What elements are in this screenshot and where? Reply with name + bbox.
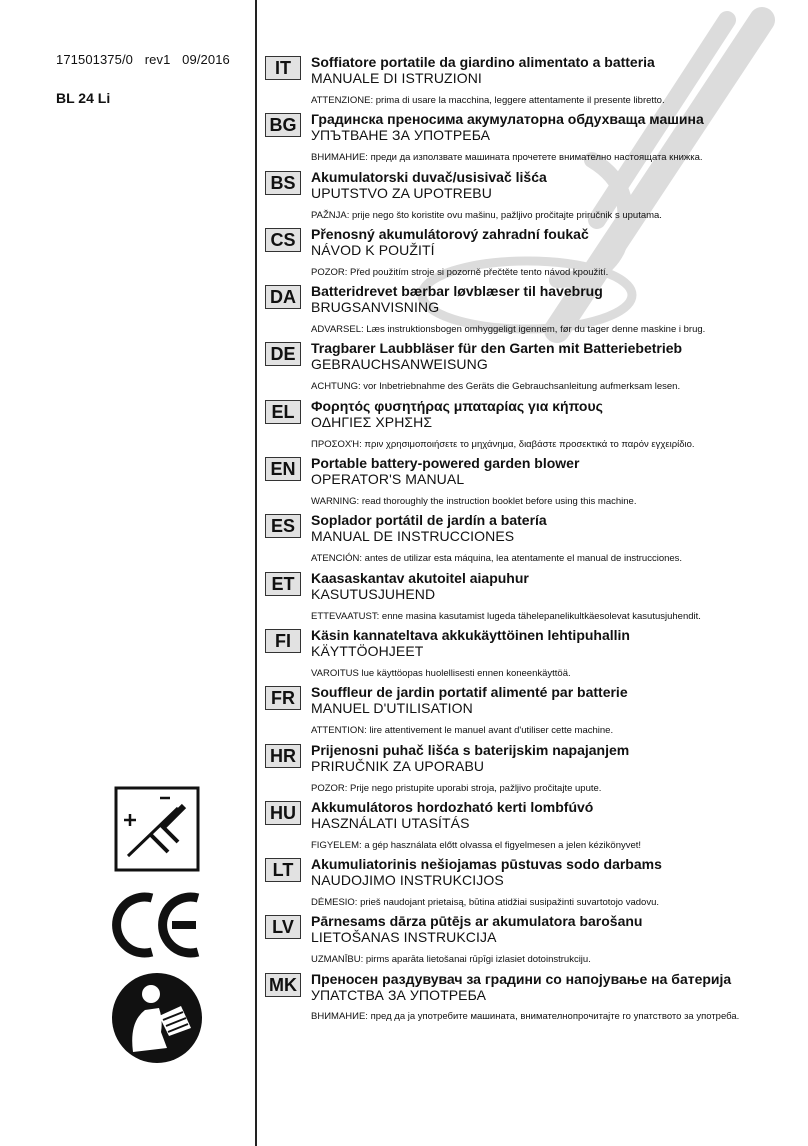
section-subtitle: MANUEL D'UTILISATION — [311, 700, 473, 717]
language-code: BG — [265, 113, 301, 137]
section-subtitle: HASZNÁLATI UTASÍTÁS — [311, 814, 470, 831]
section-subtitle: MANUAL DE INSTRUCCIONES — [311, 528, 515, 545]
section-title: Akumulatorski duvač/usisivač lišća — [311, 168, 547, 185]
language-code: EN — [265, 457, 301, 481]
section-cs — [265, 226, 805, 283]
language-code: DE — [265, 342, 301, 366]
warning-text: pirms aparāta lietošanai rūpīgi izlasiet dotoinstrukciju. — [363, 954, 591, 966]
section-bg — [265, 111, 805, 168]
section-warning — [311, 725, 613, 736]
warning-label: POZOR: — [311, 266, 348, 278]
section-warning — [311, 324, 705, 335]
section-subtitle: BRUGSANVISNING — [311, 299, 440, 316]
language-code: ET — [265, 572, 301, 596]
warning-label: ETTEVAATUST: — [311, 610, 380, 622]
warning-text: enne masina kasutamist lugeda tähelepanelikultkäesolevat kasutusjuhendit. — [379, 610, 701, 622]
warning-label: ВНИМАНИЕ: — [311, 1010, 368, 1022]
warning-label: ATENCIÓN: — [311, 553, 363, 565]
section-subtitle: LIETOŠANAS INSTRUKCIJA — [311, 929, 497, 946]
read-manual-icon — [111, 972, 203, 1064]
section-warning — [311, 611, 701, 622]
section-es — [265, 512, 805, 569]
section-subtitle: MANUALE DI ISTRUZIONI — [311, 70, 482, 86]
section-subtitle: УПЪТВАНЕ ЗА УПОТРЕБА — [311, 127, 491, 144]
warning-text: a gép használata előtt olvassa el figyelmesen a jelen kézikönyvet! — [361, 839, 642, 851]
left-column — [0, 0, 255, 1146]
warning-text: Prije nego pristupite uporabi stroja, pažljivo pročitajte upute. — [347, 782, 602, 794]
section-title: Akkumulátoros hordozható kerti lombfúvó — [311, 798, 594, 815]
section-title: Akumuliatorinis nešiojamas pūstuvas sodo darbams — [311, 856, 662, 873]
warning-text: prieš naudojant prietaisą, būtina atidžiai susipažinti suvartotojo vadovu. — [357, 897, 659, 909]
section-warning — [311, 210, 662, 221]
section-warning — [311, 954, 591, 965]
section-da — [265, 283, 805, 340]
section-warning — [311, 668, 571, 679]
section-title: Soffiatore portatile da giardino alimentato a batteria — [311, 54, 655, 70]
ce-mark-icon — [112, 890, 204, 960]
doc-date: 09/2016 — [182, 52, 230, 67]
warning-text: пред да ја употребите машината, внимателнопрочитајте го упатството за употреба. — [367, 1010, 740, 1022]
warning-label: ACHTUNG: — [311, 381, 361, 393]
section-lv — [265, 913, 805, 970]
language-code: FR — [265, 686, 301, 710]
language-code: MK — [265, 973, 301, 997]
warning-label: PAŽNJA: — [311, 209, 350, 221]
warning-text: преди да използвате машината прочетете внимателно настоящата книжка. — [367, 152, 703, 164]
battery-symbol-icon — [114, 786, 200, 872]
section-et — [265, 570, 805, 627]
section-el — [265, 398, 805, 455]
vertical-divider — [255, 0, 257, 1146]
section-title: Soplador portátil de jardín a batería — [311, 512, 547, 529]
section-en — [265, 455, 805, 512]
section-mk — [265, 971, 805, 1028]
doc-revision: rev1 — [144, 52, 171, 67]
section-hr — [265, 742, 805, 799]
section-warning — [311, 381, 680, 392]
warning-label: UZMANĪBU: — [311, 954, 364, 966]
language-code: BS — [265, 171, 301, 195]
section-warning — [311, 783, 601, 794]
section-de — [265, 340, 805, 397]
section-subtitle: ΟΔΗΓΙΕΣ ΧΡΗΣΗΣ — [311, 413, 433, 430]
section-subtitle: NÁVOD K POUŽITÍ — [311, 241, 435, 258]
section-title: Pārnesams dārza pūtējs ar akumulatora barošanu — [311, 913, 643, 930]
warning-label: ВНИМАНИЕ: — [311, 152, 368, 164]
language-code: FI — [265, 629, 301, 653]
section-it — [265, 54, 805, 111]
section-title: Přenosný akumulátorový zahradní foukač — [311, 225, 589, 242]
section-title: Souffleur de jardin portatif alimenté par batterie — [311, 684, 628, 701]
section-warning — [311, 1007, 751, 1027]
section-subtitle: KASUTUSJUHEND — [311, 585, 436, 602]
section-title: Portable battery-powered garden blower — [311, 455, 580, 472]
language-code: IT — [265, 56, 301, 80]
language-code: CS — [265, 228, 301, 252]
section-warning — [311, 496, 636, 507]
warning-label: ATTENTION: — [311, 725, 367, 737]
section-subtitle: KÄYTTÖOHJEET — [311, 642, 424, 659]
language-code: ES — [265, 514, 301, 538]
doc-number: 171501375/0 — [56, 52, 134, 67]
language-code: HR — [265, 744, 301, 768]
model-name: BL 24 Li — [56, 90, 111, 106]
warning-label: ADVARSEL: — [311, 324, 364, 336]
warning-text: πριν χρησιμοποιήσετε το μηχάνημα, διαβάστε προσεκτικά το παρόν εγχειρίδιο. — [361, 438, 695, 450]
section-title: Преносен раздувувач за градини со напојување на батерија — [311, 970, 732, 987]
section-title: Kaasaskantav akutoitel aiapuhur — [311, 569, 529, 586]
section-subtitle: OPERATOR'S MANUAL — [311, 471, 465, 488]
warning-text: lue käyttöopas huolellisesti ennen koneenkäyttöä. — [358, 667, 571, 679]
language-code: LT — [265, 858, 301, 882]
warning-text: antes de utilizar esta máquina, lea atentamente el manual de instrucciones. — [362, 553, 683, 565]
warning-label: POZOR: — [311, 782, 348, 794]
language-code: EL — [265, 400, 301, 424]
warning-text: Před použitím stroje si pozorně přečtěte tento návod kpoužití. — [347, 266, 609, 278]
section-subtitle: NAUDOJIMO INSTRUKCIJOS — [311, 872, 504, 889]
section-title: Градинска преносима акумулаторна обдухваща машина — [311, 111, 704, 128]
section-title: Käsin kannateltava akkukäyttöinen lehtipuhallin — [311, 626, 630, 643]
section-warning — [311, 840, 641, 851]
section-subtitle: UPUTSTVO ZA UPOTREBU — [311, 184, 492, 201]
warning-text: Læs instruktionsbogen omhyggeligt igennem, før du tager denne maskine i brug. — [363, 324, 706, 336]
section-warning — [311, 95, 665, 106]
warning-label: DĖMESIO: — [311, 897, 358, 909]
section-title: Φορητός φυσητήρας μπαταρίας για κήπους — [311, 397, 603, 414]
warning-text: vor Inbetriebnahme des Geräts die Gebrauchsanleitung aufmerksam lesen. — [360, 381, 681, 393]
section-subtitle: PRIRUČNIK ZA UPORABU — [311, 757, 485, 774]
warning-text: lire attentivement le manuel avant d'utiliser cette machine. — [366, 725, 614, 737]
section-bs — [265, 169, 805, 226]
warning-label: ΠΡΟΣΟΧΉ: — [311, 438, 362, 450]
section-warning — [311, 553, 682, 564]
section-fi — [265, 627, 805, 684]
warning-label: FIGYELEM: — [311, 839, 362, 851]
section-warning — [311, 267, 608, 278]
section-lt — [265, 856, 805, 913]
section-subtitle: GEBRAUCHSANWEISUNG — [311, 356, 488, 373]
section-warning — [311, 439, 695, 450]
warning-label: WARNING: — [311, 496, 360, 508]
warning-text: read thoroughly the instruction booklet before using this machine. — [359, 496, 637, 508]
language-code: DA — [265, 285, 301, 309]
section-warning — [311, 152, 703, 163]
section-title: Prijenosni puhač lišća s baterijskim napajanjem — [311, 741, 630, 758]
section-warning — [311, 897, 659, 908]
language-code: HU — [265, 801, 301, 825]
warning-label: ATTENZIONE: — [311, 95, 374, 106]
section-subtitle: УПАТСТВА ЗА УПОТРЕБА — [311, 986, 487, 1003]
section-title: Tragbarer Laubbläser für den Garten mit Batteriebetrieb — [311, 340, 683, 357]
warning-text: prima di usare la macchina, leggere attentamente il presente libretto. — [373, 95, 665, 106]
language-code: LV — [265, 915, 301, 939]
section-title: Batteridrevet bærbar løvblæser til havebrug — [311, 283, 603, 300]
language-sections — [265, 54, 805, 1028]
warning-text: prije nego što koristite ovu mašinu, pažljivo pročitajte priručnik s uputama. — [349, 209, 662, 221]
warning-label: VAROITUS — [311, 667, 359, 679]
section-hu — [265, 799, 805, 856]
section-fr — [265, 684, 805, 741]
document-code — [56, 52, 238, 67]
